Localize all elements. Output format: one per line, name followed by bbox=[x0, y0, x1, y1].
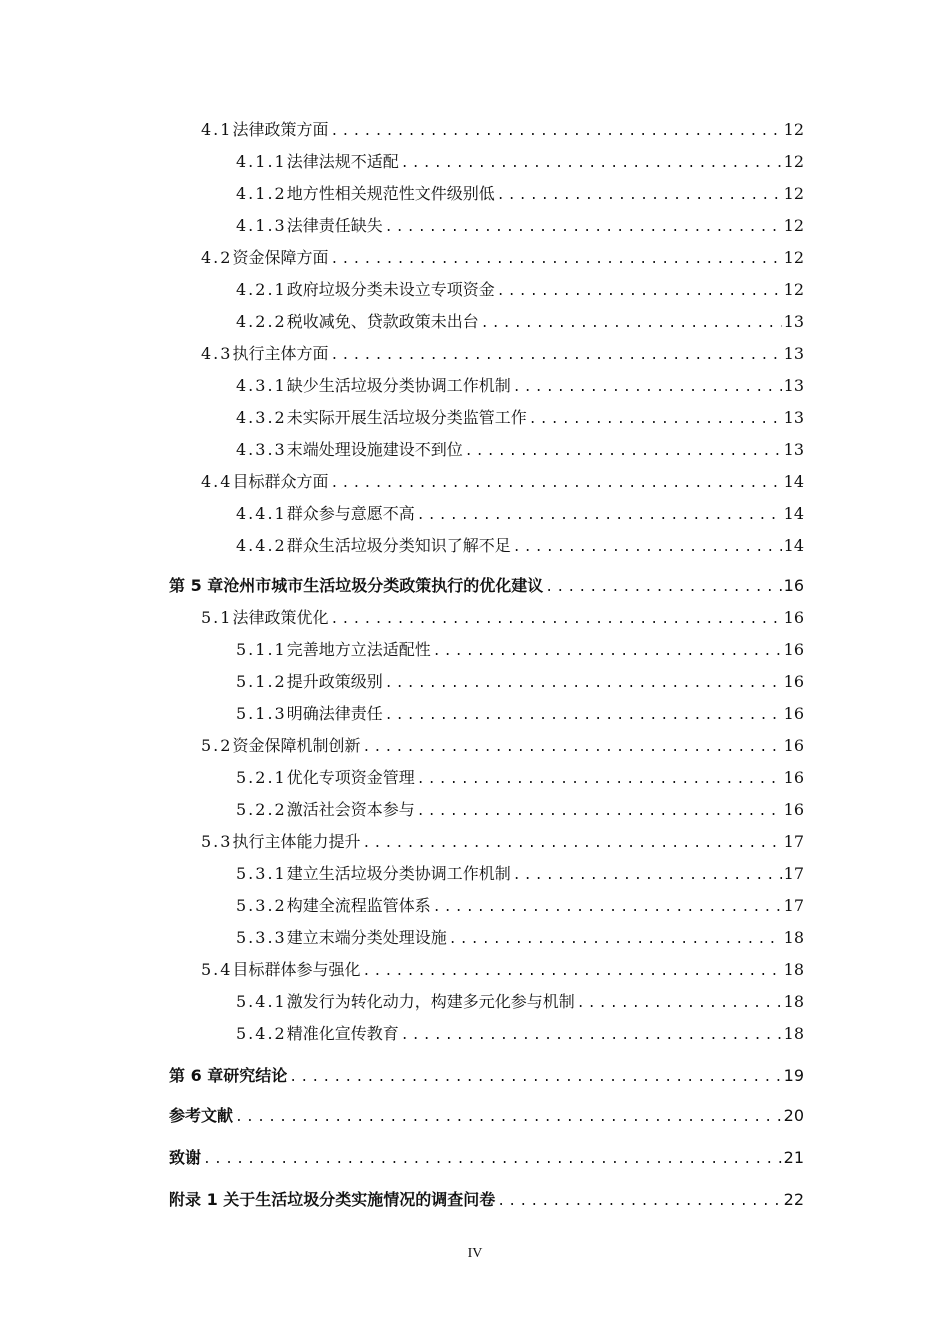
toc-entry-title: 法律法规不适配 bbox=[286, 152, 399, 171]
toc-entry-page: 12 bbox=[783, 120, 804, 139]
toc-entry-page: 13 bbox=[783, 376, 804, 395]
toc-entry[interactable] bbox=[169, 576, 804, 596]
toc-dot-leader bbox=[401, 1026, 782, 1046]
toc-entry-title: 附录 1 关于生活垃圾分类实施情况的调查问卷 bbox=[169, 1190, 496, 1209]
toc-entry-number: 4.1 bbox=[201, 120, 233, 139]
toc-entry[interactable] bbox=[201, 344, 804, 364]
toc-dot-leader bbox=[497, 282, 782, 302]
toc-entry-title: 构建全流程监管体系 bbox=[286, 896, 431, 915]
toc-entry[interactable] bbox=[236, 992, 804, 1012]
toc-dot-leader bbox=[417, 506, 782, 526]
toc-entry-page: 12 bbox=[783, 152, 804, 171]
toc-entry[interactable] bbox=[236, 280, 804, 300]
toc-entry[interactable] bbox=[236, 504, 804, 524]
toc-entry-page: 21 bbox=[783, 1148, 804, 1167]
toc-entry-number: 5.4 bbox=[201, 960, 233, 979]
toc-entry[interactable] bbox=[236, 640, 804, 660]
toc-dot-leader bbox=[577, 994, 782, 1014]
toc-entry-page: 17 bbox=[783, 864, 804, 883]
toc-entry-title: 目标群众方面 bbox=[232, 472, 329, 491]
toc-entry-page: 19 bbox=[783, 1066, 804, 1085]
toc-entry[interactable] bbox=[201, 120, 804, 140]
toc-entry-number: 4.1.3 bbox=[236, 216, 287, 235]
toc-entry-page: 16 bbox=[783, 640, 804, 659]
toc-dot-leader bbox=[433, 642, 782, 662]
toc-entry[interactable] bbox=[236, 896, 804, 916]
toc-entry[interactable] bbox=[201, 472, 804, 492]
toc-entry-number: 第 6 章 bbox=[169, 1066, 224, 1085]
toc-entry-page: 16 bbox=[783, 608, 804, 627]
page-number: IV bbox=[467, 1246, 483, 1261]
toc-entry-title: 参考文献 bbox=[169, 1106, 234, 1125]
toc-entry-page: 13 bbox=[783, 312, 804, 331]
toc-entry-number: 5.4.1 bbox=[236, 992, 287, 1011]
toc-dot-leader bbox=[289, 1068, 781, 1088]
toc-entry-title: 激发行为转化动力，构建多元化参与机制 bbox=[286, 992, 575, 1011]
toc-dot-leader bbox=[330, 122, 781, 142]
toc-entry-title: 激活社会资本参与 bbox=[286, 800, 415, 819]
toc-dot-leader bbox=[203, 1150, 782, 1170]
toc-entry-page: 12 bbox=[783, 184, 804, 203]
toc-entry-number: 第 5 章 bbox=[169, 576, 224, 595]
toc-entry-page: 12 bbox=[783, 216, 804, 235]
toc-dot-leader bbox=[330, 346, 781, 366]
toc-entry-page: 22 bbox=[783, 1190, 804, 1209]
toc-entry[interactable] bbox=[236, 376, 804, 396]
toc-entry[interactable] bbox=[169, 1106, 804, 1126]
toc-entry-number: 4.3.2 bbox=[236, 408, 287, 427]
toc-entry-number: 5.4.2 bbox=[236, 1024, 287, 1043]
toc-entry-title: 群众参与意愿不高 bbox=[286, 504, 415, 523]
toc-entry-page: 18 bbox=[783, 960, 804, 979]
toc-entry-number: 4.4.1 bbox=[236, 504, 287, 523]
toc-entry-page: 16 bbox=[783, 768, 804, 787]
toc-entry[interactable] bbox=[236, 928, 804, 948]
toc-entry-number: 5.1.2 bbox=[236, 672, 287, 691]
toc-dot-leader bbox=[235, 1108, 782, 1128]
toc-dot-leader bbox=[433, 898, 782, 918]
toc-entry-number: 4.4 bbox=[201, 472, 233, 491]
toc-entry-page: 12 bbox=[783, 248, 804, 267]
toc-entry-number: 5.3 bbox=[201, 832, 233, 851]
toc-entry-number: 4.2.1 bbox=[236, 280, 287, 299]
toc-entry-page: 16 bbox=[783, 576, 804, 595]
toc-dot-leader bbox=[330, 610, 781, 630]
toc-entry[interactable] bbox=[169, 1066, 804, 1086]
toc-entry-title: 提升政策级别 bbox=[286, 672, 383, 691]
toc-dot-leader bbox=[481, 314, 782, 334]
toc-entry-title: 末端处理设施建设不到位 bbox=[286, 440, 463, 459]
toc-entry-number: 5.3.3 bbox=[236, 928, 287, 947]
toc-entry[interactable] bbox=[236, 768, 804, 788]
toc-dot-leader bbox=[513, 378, 782, 398]
toc-entry-page: 13 bbox=[783, 344, 804, 363]
toc-dot-leader bbox=[513, 538, 782, 558]
toc-entry-number: 5.2.1 bbox=[236, 768, 287, 787]
toc-entry-page: 16 bbox=[783, 672, 804, 691]
toc-entry-page: 13 bbox=[783, 408, 804, 427]
toc-entry-number: 4.3.1 bbox=[236, 376, 287, 395]
toc-entry-title: 研究结论 bbox=[223, 1066, 288, 1085]
toc-entry-title: 法律政策方面 bbox=[232, 120, 329, 139]
toc-entry-page: 20 bbox=[783, 1106, 804, 1125]
toc-entry[interactable] bbox=[236, 408, 804, 428]
toc-entry[interactable] bbox=[236, 152, 804, 172]
toc-entry[interactable] bbox=[236, 704, 804, 724]
toc-entry-number: 5.1.1 bbox=[236, 640, 287, 659]
toc-entry-page: 16 bbox=[783, 704, 804, 723]
toc-entry-number: 5.3.2 bbox=[236, 896, 287, 915]
toc-dot-leader bbox=[385, 674, 782, 694]
toc-entry-number: 4.4.2 bbox=[236, 536, 287, 555]
toc-entry-number: 5.2 bbox=[201, 736, 233, 755]
toc-dot-leader bbox=[465, 442, 782, 462]
toc-dot-leader bbox=[330, 250, 781, 270]
toc-dot-leader bbox=[497, 1192, 781, 1212]
toc-dot-leader bbox=[362, 738, 781, 758]
toc-entry-title: 地方性相关规范性文件级别低 bbox=[286, 184, 495, 203]
toc-entry[interactable] bbox=[201, 248, 804, 268]
toc-entry-title: 沧州市城市生活垃圾分类政策执行的优化建议 bbox=[223, 576, 544, 595]
toc-entry-title: 精准化宣传教育 bbox=[286, 1024, 399, 1043]
toc-entry-number: 4.3 bbox=[201, 344, 233, 363]
toc-entry-page: 13 bbox=[783, 440, 804, 459]
toc-entry[interactable] bbox=[236, 536, 804, 556]
toc-entry-title: 执行主体方面 bbox=[232, 344, 329, 363]
toc-entry-title: 目标群体参与强化 bbox=[232, 960, 361, 979]
toc-entry[interactable] bbox=[201, 832, 804, 852]
toc-entry[interactable] bbox=[169, 1190, 804, 1210]
toc-entry-page: 17 bbox=[783, 832, 804, 851]
toc-dot-leader bbox=[362, 962, 781, 982]
toc-entry[interactable] bbox=[201, 608, 804, 628]
toc-entry-number: 4.1.2 bbox=[236, 184, 287, 203]
toc-entry-number: 4.3.3 bbox=[236, 440, 287, 459]
toc-dot-leader bbox=[417, 802, 782, 822]
toc-entry[interactable] bbox=[236, 184, 804, 204]
toc-entry-title: 未实际开展生活垃圾分类监管工作 bbox=[286, 408, 527, 427]
toc-entry-page: 14 bbox=[783, 504, 804, 523]
toc-entry-title: 法律责任缺失 bbox=[286, 216, 383, 235]
toc-dot-leader bbox=[513, 866, 782, 886]
toc-entry[interactable] bbox=[236, 440, 804, 460]
toc-dot-leader bbox=[417, 770, 782, 790]
toc-entry-page: 18 bbox=[783, 928, 804, 947]
toc-entry-page: 12 bbox=[783, 280, 804, 299]
toc-entry-page: 14 bbox=[783, 536, 804, 555]
toc-entry-number: 5.1 bbox=[201, 608, 233, 627]
toc-entry-title: 建立生活垃圾分类协调工作机制 bbox=[286, 864, 511, 883]
toc-entry-title: 优化专项资金管理 bbox=[286, 768, 415, 787]
toc-entry-page: 18 bbox=[783, 1024, 804, 1043]
toc-entry-number: 4.2.2 bbox=[236, 312, 287, 331]
toc-entry-number: 5.1.3 bbox=[236, 704, 287, 723]
toc-entry-title: 法律政策优化 bbox=[232, 608, 329, 627]
toc-entry[interactable] bbox=[236, 672, 804, 692]
toc-entry-page: 14 bbox=[783, 472, 804, 491]
toc-entry-number: 5.2.2 bbox=[236, 800, 287, 819]
toc-entry[interactable] bbox=[236, 312, 804, 332]
toc-entry-page: 18 bbox=[783, 992, 804, 1011]
toc-dot-leader bbox=[385, 218, 782, 238]
toc-entry[interactable] bbox=[201, 736, 804, 756]
toc-entry-title: 资金保障机制创新 bbox=[232, 736, 361, 755]
toc-entry-page: 16 bbox=[783, 800, 804, 819]
toc-entry[interactable] bbox=[236, 1024, 804, 1044]
toc-entry-title: 明确法律责任 bbox=[286, 704, 383, 723]
toc-entry[interactable] bbox=[236, 864, 804, 884]
toc-entry[interactable] bbox=[236, 800, 804, 820]
toc-entry-number: 4.1.1 bbox=[236, 152, 287, 171]
toc-dot-leader bbox=[449, 930, 782, 950]
toc-dot-leader bbox=[385, 706, 782, 726]
toc-entry[interactable] bbox=[169, 1148, 804, 1168]
toc-dot-leader bbox=[545, 578, 781, 598]
toc-dot-leader bbox=[401, 154, 782, 174]
toc-entry[interactable] bbox=[236, 216, 804, 236]
toc-entry-title: 资金保障方面 bbox=[232, 248, 329, 267]
toc-entry-title: 建立末端分类处理设施 bbox=[286, 928, 447, 947]
toc-entry[interactable] bbox=[201, 960, 804, 980]
toc-entry-title: 群众生活垃圾分类知识了解不足 bbox=[286, 536, 511, 555]
toc-dot-leader bbox=[330, 474, 781, 494]
toc-entry-title: 税收减免、贷款政策未出台 bbox=[286, 312, 479, 331]
toc-dot-leader bbox=[362, 834, 781, 854]
toc-entry-title: 执行主体能力提升 bbox=[232, 832, 361, 851]
toc-dot-leader bbox=[529, 410, 782, 430]
toc-entry-title: 致谢 bbox=[169, 1148, 202, 1167]
toc-dot-leader bbox=[497, 186, 782, 206]
toc-entry-title: 政府垃圾分类未设立专项资金 bbox=[286, 280, 495, 299]
toc-entry-page: 17 bbox=[783, 896, 804, 915]
toc-entry-title: 完善地方立法适配性 bbox=[286, 640, 431, 659]
toc-entry-page: 16 bbox=[783, 736, 804, 755]
toc-entry-title: 缺少生活垃圾分类协调工作机制 bbox=[286, 376, 511, 395]
toc-entry-number: 4.2 bbox=[201, 248, 233, 267]
toc-entry-number: 5.3.1 bbox=[236, 864, 287, 883]
